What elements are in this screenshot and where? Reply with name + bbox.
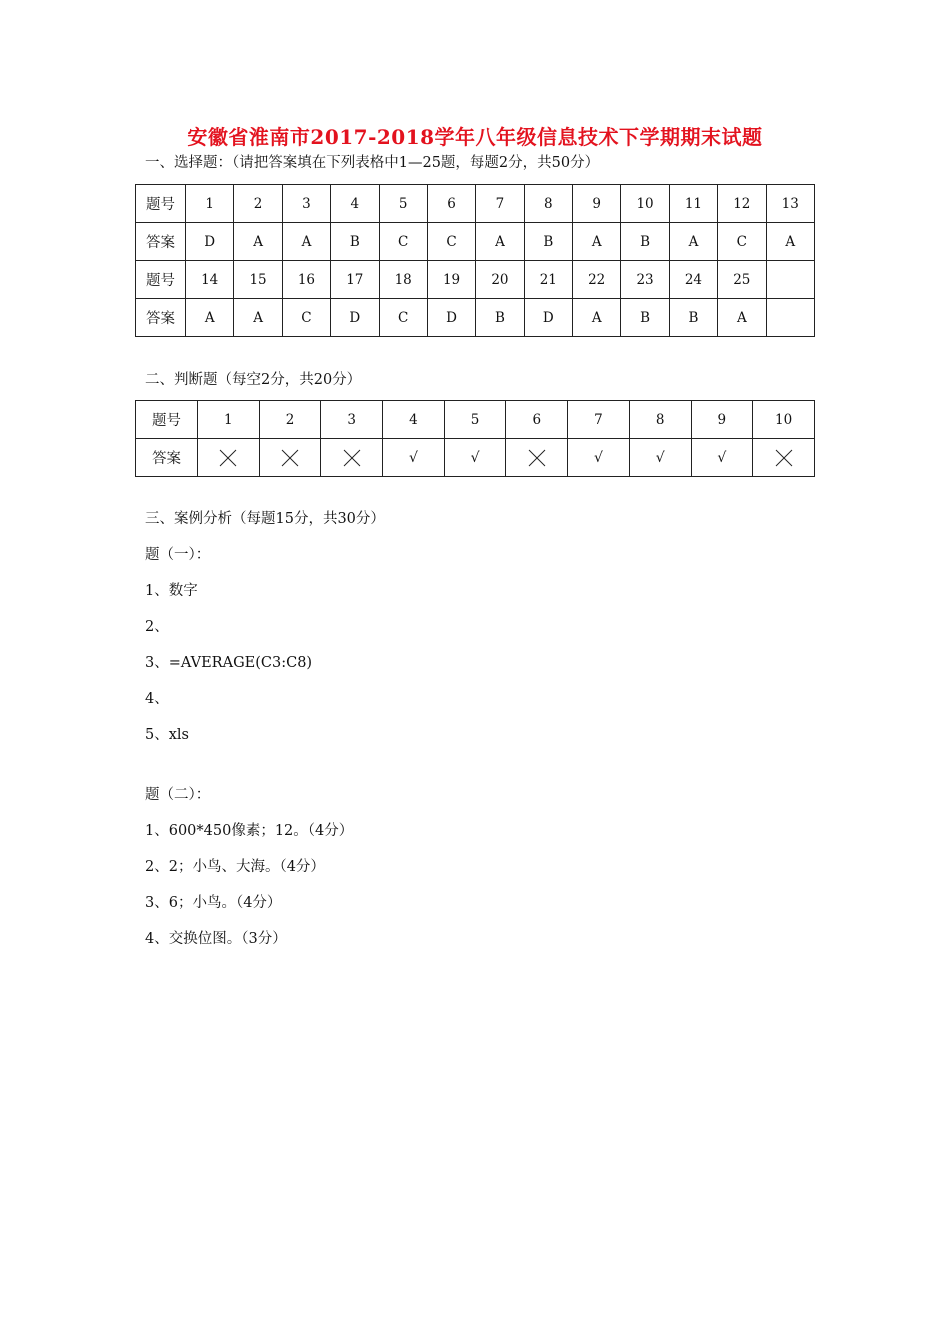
answer-cell: B [669, 299, 717, 337]
answer-cell: A [186, 299, 234, 337]
answer-cell: D [331, 299, 379, 337]
cross-mark-icon [775, 449, 793, 467]
answer-cell: B [621, 223, 669, 261]
true-false-answer-table [135, 400, 815, 477]
check-mark-icon: √ [408, 449, 418, 466]
question-number-cell: 13 [766, 185, 815, 223]
case2-answer-3: 3、6；小鸟。（4分） [145, 895, 282, 911]
check-mark-icon: √ [655, 449, 665, 466]
question-number-cell: 8 [524, 185, 572, 223]
answer-cell: D [524, 299, 572, 337]
judgement-answer-cell [259, 439, 321, 477]
cross-mark-icon [219, 449, 237, 467]
table-row [136, 401, 815, 439]
question-number-cell: 14 [186, 261, 234, 299]
table-row [136, 223, 815, 261]
case1-answer-2: 2、 [145, 619, 169, 635]
answer-cell: C [379, 223, 427, 261]
table-row [136, 261, 815, 299]
question-number-cell: 15 [234, 261, 282, 299]
question-number-cell: 5 [444, 401, 506, 439]
question-number-cell: 24 [669, 261, 717, 299]
question-number-cell: 1 [186, 185, 234, 223]
judgement-answer-cell [444, 439, 506, 477]
question-number-cell: 2 [234, 185, 282, 223]
answer-cell: A [282, 223, 330, 261]
question-number-cell: 9 [573, 185, 621, 223]
answer-cell: D [186, 223, 234, 261]
check-mark-icon: √ [717, 449, 727, 466]
case1-answer-5: 5、xls [145, 727, 189, 743]
answer-cell: C [718, 223, 766, 261]
judgement-answer-cell [753, 439, 815, 477]
answer-cell: A [476, 223, 524, 261]
judgement-answer-cell [568, 439, 630, 477]
question-number-cell: 8 [629, 401, 691, 439]
section1-heading: 一、选择题：（请把答案填在下列表格中1—25题，每题2分，共50分） [145, 155, 600, 171]
question-number-cell: 11 [669, 185, 717, 223]
question-number-cell: 6 [427, 185, 475, 223]
answer-cell: B [524, 223, 572, 261]
question-number-cell: 20 [476, 261, 524, 299]
case1-answer-1: 1、数字 [145, 583, 198, 599]
judgement-answer-cell [383, 439, 445, 477]
question-number-cell: 18 [379, 261, 427, 299]
question-number-cell: 7 [568, 401, 630, 439]
cross-mark-icon [281, 449, 299, 467]
multiple-choice-answer-table [135, 184, 815, 337]
answer-cell: A [766, 223, 815, 261]
case1-answer-3: 3、=AVERAGE(C3:C8) [145, 655, 313, 671]
question-number-cell: 21 [524, 261, 572, 299]
question-number-cell: 16 [282, 261, 330, 299]
question-number-cell: 4 [383, 401, 445, 439]
question-number-cell: 2 [259, 401, 321, 439]
judgement-answer-cell [629, 439, 691, 477]
answer-cell [766, 299, 815, 337]
cross-mark-icon [343, 449, 361, 467]
section3-heading: 三、案例分析（每题15分，共30分） [145, 511, 385, 527]
row-label-answer: 答案 [136, 439, 198, 477]
question-number-cell: 10 [621, 185, 669, 223]
page-title: 安徽省淮南市2017-2018学年八年级信息技术下学期期末试题 [187, 125, 763, 149]
question-number-cell: 5 [379, 185, 427, 223]
question-number-cell: 7 [476, 185, 524, 223]
judgement-answer-cell [506, 439, 568, 477]
answer-cell: A [669, 223, 717, 261]
question-number-cell: 3 [321, 401, 383, 439]
row-label-answer: 答案 [136, 223, 186, 261]
question-number-cell: 17 [331, 261, 379, 299]
case2-label: 题（二）： [145, 787, 211, 803]
answer-cell: B [476, 299, 524, 337]
question-number-cell: 3 [282, 185, 330, 223]
question-number-cell: 10 [753, 401, 815, 439]
answer-cell: B [621, 299, 669, 337]
question-number-cell: 12 [718, 185, 766, 223]
row-label-number: 题号 [136, 401, 198, 439]
table-row [136, 439, 815, 477]
question-number-cell: 23 [621, 261, 669, 299]
question-number-cell: 25 [718, 261, 766, 299]
row-label-number: 题号 [136, 261, 186, 299]
answer-cell: B [331, 223, 379, 261]
check-mark-icon: √ [470, 449, 480, 466]
cross-mark-icon [528, 449, 546, 467]
case1-answer-4: 4、 [145, 691, 169, 707]
section2-heading: 二、判断题（每空2分，共20分） [145, 372, 362, 388]
question-number-cell: 19 [427, 261, 475, 299]
answer-cell: D [427, 299, 475, 337]
judgement-answer-cell [321, 439, 383, 477]
answer-cell: C [427, 223, 475, 261]
answer-cell: A [234, 223, 282, 261]
question-number-cell: 6 [506, 401, 568, 439]
answer-cell: C [379, 299, 427, 337]
question-number-cell: 9 [691, 401, 753, 439]
case1-label: 题（一）： [145, 547, 211, 563]
case2-answer-2: 2、2；小鸟、大海。（4分） [145, 859, 325, 875]
row-label-number: 题号 [136, 185, 186, 223]
question-number-cell: 1 [198, 401, 260, 439]
answer-cell: A [234, 299, 282, 337]
check-mark-icon: √ [594, 449, 603, 466]
table-row [136, 185, 815, 223]
row-label-answer: 答案 [136, 299, 186, 337]
judgement-answer-cell [198, 439, 260, 477]
answer-cell: A [573, 299, 621, 337]
case2-answer-4: 4、交换位图。（3分） [145, 931, 287, 947]
case2-answer-1: 1、600*450像素；12。（4分） [145, 823, 354, 839]
answer-cell: A [573, 223, 621, 261]
answer-cell: A [718, 299, 766, 337]
question-number-cell [766, 261, 815, 299]
judgement-answer-cell [691, 439, 753, 477]
table-row [136, 299, 815, 337]
question-number-cell: 22 [573, 261, 621, 299]
answer-cell: C [282, 299, 330, 337]
question-number-cell: 4 [331, 185, 379, 223]
